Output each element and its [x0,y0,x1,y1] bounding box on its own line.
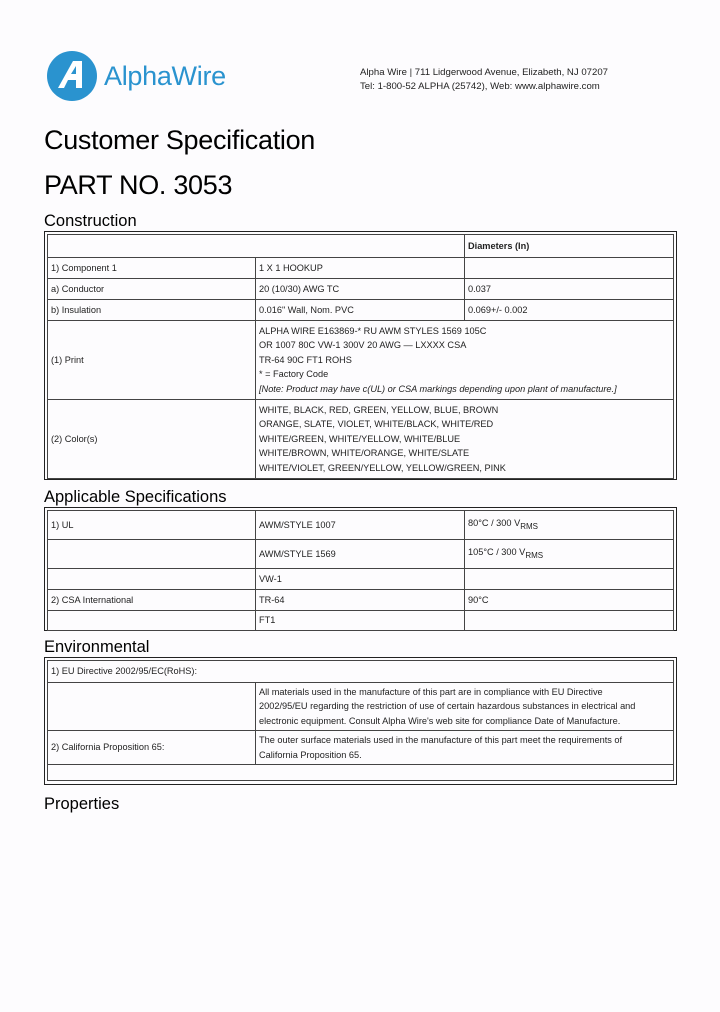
conductor-label: a) Conductor [48,279,256,300]
spec-label [48,611,256,631]
alphawire-logo [46,50,226,102]
colors-text [256,400,674,479]
spec-label [48,569,256,590]
eu-line: 2002/95/EU regarding the restriction of use of certain hazardous substances in electrical and [259,701,636,712]
print-line: OR 1007 80C VW-1 300V 20 AWG — LXXXX CSA [259,340,467,351]
print-line: ALPHA WIRE E163869-* RU AWM STYLES 1569 105C [259,325,487,336]
construction-heading: Construction [44,212,137,230]
table-row [48,511,674,540]
insulation-label: b) Insulation [48,300,256,321]
eu-line: All materials used in the manufacture of this part are in compliance with EU Directive [259,686,603,697]
california-text [256,731,674,765]
insulation-value: 0.016" Wall, Nom. PVC [256,300,465,321]
page-title: Customer Specification [44,125,316,155]
diameters-header: Diameters (In) [465,235,674,258]
part-number: PART NO. 3053 [44,170,233,200]
construction-table [44,231,677,480]
component-label: 1) Component 1 [48,258,256,279]
conductor-value: 20 (10/30) AWG TC [256,279,465,300]
logo-text: AlphaWire [104,60,226,91]
spec-value: AWM/STYLE 1007 [256,511,465,540]
table-row [48,661,674,683]
spec-rating: 105°C / 300 $V_{RMS}$ [465,540,674,569]
print-line: * = Factory Code [259,369,329,380]
table-row [48,611,674,631]
print-line: TR-64 90C FT1 ROHS [259,354,352,365]
eu-line: electronic equipment. Consult Alpha Wire's web site for compliance Date of Manufacture. [259,715,621,726]
conductor-diameter: 0.037 [465,279,674,300]
spec-rating: 90°C [465,590,674,611]
component-value: 1 X 1 HOOKUP [256,258,465,279]
spec-rating: 80°C / 300 $V_{RMS}$ [465,511,674,540]
table-row [48,279,674,300]
spec-rating [465,569,674,590]
spec-value: AWM/STYLE 1569 [256,540,465,569]
table-row [48,590,674,611]
colors-line: WHITE/BROWN, WHITE/ORANGE, WHITE/SLATE [259,448,470,459]
applicable-table [44,507,677,631]
table-row [48,569,674,590]
california-label: 2) California Proposition 65: [48,731,256,765]
colors-line: WHITE/GREEN, WHITE/YELLOW, WHITE/BLUE [259,433,461,444]
environmental-heading: Environmental [44,638,150,656]
table-row [48,765,674,781]
spec-value: VW-1 [256,569,465,590]
print-note: [Note: Product may have c(UL) or CSA markings depending upon plant of manufacture.] [259,383,617,394]
print-text [256,321,674,400]
table-row [48,258,674,279]
address-line: Alpha Wire | 711 Lidgerwood Avenue, Elizabeth, NJ 07207 [360,67,609,78]
eu-directive-label: 1) EU Directive 2002/95/EC(RoHS): [48,661,674,683]
insulation-diameter: 0.069+/- 0.002 [465,300,674,321]
spec-value: FT1 [256,611,465,631]
spec-value: TR-64 [256,590,465,611]
table-row [48,235,674,258]
ca-line: California Proposition 65. [259,749,362,760]
spec-label: 1) UL [48,511,256,540]
properties-heading: Properties [44,795,120,813]
eu-directive-text [256,683,674,731]
table-row [48,683,674,731]
table-row [48,300,674,321]
contact-line: Tel: 1-800-52 ALPHA (25742), Web: www.alphawire.com [360,81,600,92]
table-row [48,540,674,569]
colors-line: ORANGE, SLATE, VIOLET, WHITE/BLACK, WHITE/RED [259,419,494,430]
spec-rating [465,611,674,631]
spec-label: 2) CSA International [48,590,256,611]
table-row [48,731,674,765]
table-row [48,321,674,400]
colors-label: (2) Color(s) [48,400,256,479]
table-row [48,400,674,479]
applicable-heading: Applicable Specifications [44,488,227,506]
alphawire-logo-icon [46,50,98,102]
environmental-table [44,657,677,785]
company-address [360,66,608,94]
spec-label [48,540,256,569]
print-label: (1) Print [48,321,256,400]
ca-line: The outer surface materials used in the manufacture of this part meet the requirements of [259,735,623,746]
colors-line: WHITE, BLACK, RED, GREEN, YELLOW, BLUE, BROWN [259,404,499,415]
colors-line: WHITE/VIOLET, GREEN/YELLOW, YELLOW/GREEN, PINK [259,462,506,473]
